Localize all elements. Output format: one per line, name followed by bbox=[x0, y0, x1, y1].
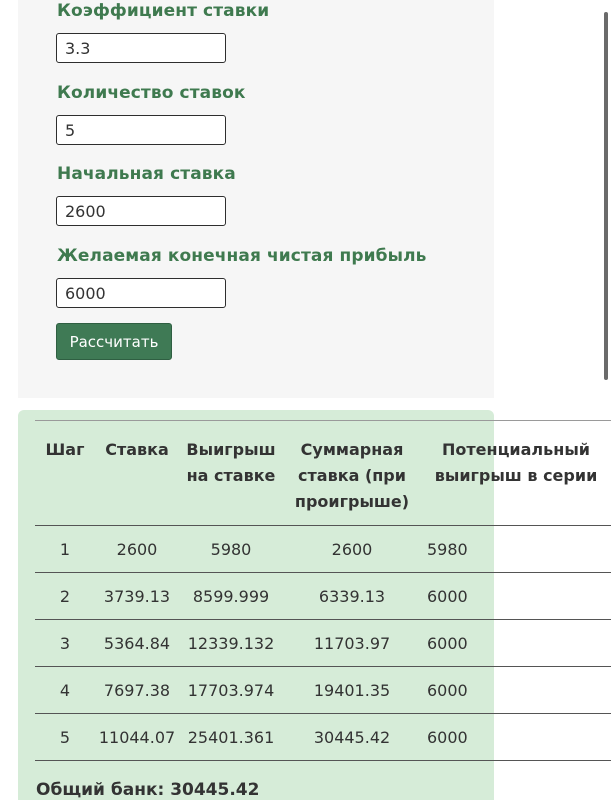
count-input[interactable] bbox=[56, 115, 226, 145]
cell-total-bet: 30445.42 bbox=[283, 714, 421, 761]
cell-step: 5 bbox=[35, 714, 95, 761]
cell-total-bet: 19401.35 bbox=[283, 667, 421, 714]
coef-input[interactable] bbox=[56, 33, 226, 63]
calculate-button[interactable]: Рассчитать bbox=[56, 323, 172, 360]
cell-bet: 11044.07 bbox=[95, 714, 179, 761]
initial-bet-input[interactable] bbox=[56, 196, 226, 226]
cell-win: 17703.974 bbox=[179, 667, 283, 714]
cell-bet: 2600 bbox=[95, 526, 179, 573]
table-header-row bbox=[35, 421, 611, 526]
cell-win: 8599.999 bbox=[179, 573, 283, 620]
table-row bbox=[35, 714, 611, 761]
count-label: Количество ставок bbox=[57, 83, 246, 103]
header-total-bet: Суммарная ставка (при проигрыше) bbox=[283, 421, 421, 526]
header-step: Шаг bbox=[35, 421, 95, 526]
cell-total-bet: 2600 bbox=[283, 526, 421, 573]
table-row bbox=[35, 526, 611, 573]
cell-step: 1 bbox=[35, 526, 95, 573]
cell-potential-win: 6000 bbox=[421, 667, 611, 714]
cell-potential-win: 6000 bbox=[421, 714, 611, 761]
cell-total-bet: 6339.13 bbox=[283, 573, 421, 620]
table-row bbox=[35, 620, 611, 667]
profit-input[interactable] bbox=[56, 278, 226, 308]
header-win: Выигрыш на ставке bbox=[179, 421, 283, 526]
coef-label: Коэффициент ставки bbox=[57, 1, 270, 21]
cell-bet: 5364.84 bbox=[95, 620, 179, 667]
header-bet: Ставка bbox=[95, 421, 179, 526]
scrollbar-thumb[interactable] bbox=[604, 12, 608, 380]
cell-bet: 7697.38 bbox=[95, 667, 179, 714]
results-table bbox=[35, 420, 611, 761]
header-potential-win: Потенциальный выигрыш в серии bbox=[421, 421, 611, 526]
total-bank: Общий банк: 30445.42 bbox=[36, 780, 260, 800]
cell-potential-win: 5980 bbox=[421, 526, 611, 573]
initial-bet-label: Начальная ставка bbox=[57, 164, 236, 184]
cell-step: 3 bbox=[35, 620, 95, 667]
cell-step: 4 bbox=[35, 667, 95, 714]
table-row bbox=[35, 667, 611, 714]
cell-total-bet: 11703.97 bbox=[283, 620, 421, 667]
cell-win: 25401.361 bbox=[179, 714, 283, 761]
cell-potential-win: 6000 bbox=[421, 620, 611, 667]
cell-win: 5980 bbox=[179, 526, 283, 573]
cell-potential-win: 6000 bbox=[421, 573, 611, 620]
table-row bbox=[35, 573, 611, 620]
cell-win: 12339.132 bbox=[179, 620, 283, 667]
profit-label: Желаемая конечная чистая прибыль bbox=[57, 246, 427, 266]
cell-step: 2 bbox=[35, 573, 95, 620]
cell-bet: 3739.13 bbox=[95, 573, 179, 620]
